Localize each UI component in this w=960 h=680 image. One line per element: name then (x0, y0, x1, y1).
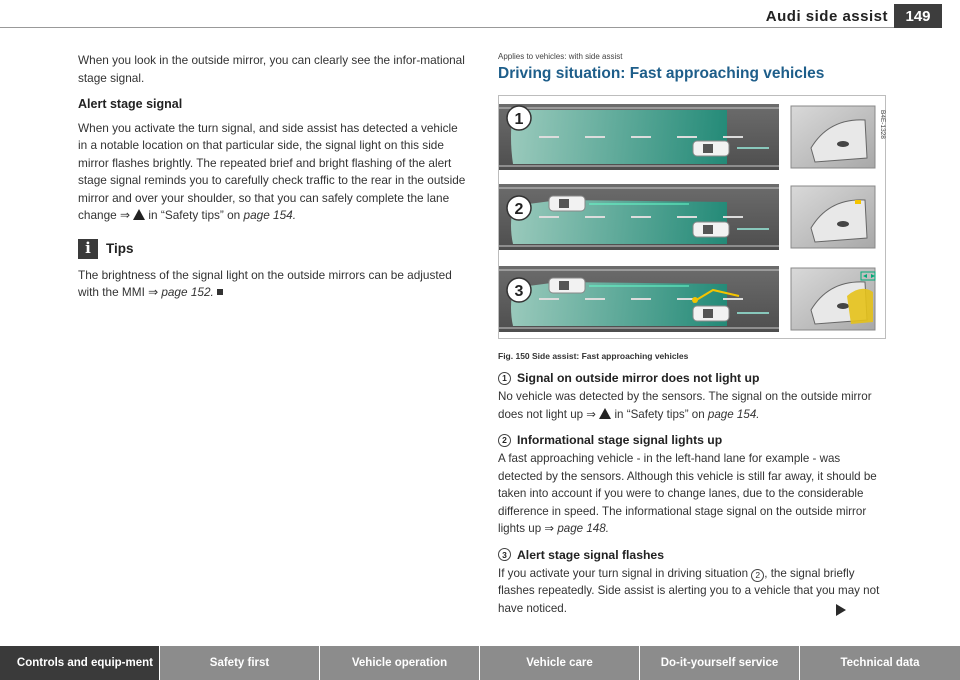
situation-number: 3 (498, 548, 511, 561)
page-number: 149 (894, 4, 942, 28)
figure-code: B4E-1328 (879, 110, 886, 139)
header-rule (0, 27, 902, 28)
page-ref-link[interactable]: page 154. (243, 208, 296, 222)
figure-caption: Fig. 150 Side assist: Fast approaching vehicles (498, 351, 689, 361)
scene-number-2: 2 (514, 201, 524, 218)
situation-number: 1 (498, 372, 511, 385)
tab-do-it-yourself-service[interactable]: Do-it-yourself service (640, 646, 800, 680)
page-header-title: Audi side assist (765, 8, 888, 25)
warning-triangle-icon (599, 408, 611, 419)
scene-number-1: 1 (514, 111, 524, 128)
applies-to-note: Applies to vehicles: with side assist (498, 52, 623, 61)
tab-vehicle-operation[interactable]: Vehicle operation (320, 646, 480, 680)
page-ref-link[interactable]: page 154. (707, 407, 760, 421)
left-column (78, 52, 466, 311)
paragraph-tips: The brightness of the signal light on the outside mirrors can be adjusted with the MMI ⇒ page 152. (78, 267, 452, 299)
tab-technical-data[interactable]: Technical data (800, 646, 960, 680)
scene-2 (499, 184, 875, 250)
warning-triangle-icon (133, 209, 145, 220)
situation-number: 2 (498, 434, 511, 447)
heading-situation-3: 3 Alert stage signal flashes (498, 548, 886, 562)
paragraph-alert-stage: When you activate the turn signal, and side assist has detected a vehicle in a notable location on that particular side, the signal light on this side mirror flashes brightly. The repeated brief and bright flashing of the alert stage signal reminds you to carefully check traffic to the rear in the outside mirror and over your shoulder, so that you can safely complete the lane change ⇒ in “Safety tips” on page 154. (78, 120, 466, 222)
page-ref-link[interactable]: page 148. (557, 522, 609, 535)
footer-nav (0, 646, 960, 680)
paragraph-informational: When you look in the outside mirror, you can clearly see the infor-mational stage signal. (78, 53, 465, 85)
heading-situation-2: 2 Informational stage signal lights up (498, 433, 886, 447)
page-ref-link[interactable]: page 152. (161, 285, 214, 299)
scene-number-3: 3 (514, 283, 524, 300)
heading-situation-1: 1 Signal on outside mirror does not light up (498, 371, 886, 385)
illustration-driving-situations (499, 96, 885, 338)
heading-alert-stage: Alert stage signal (78, 97, 183, 111)
scene-1 (499, 104, 886, 170)
tab-safety-first[interactable]: Safety first (160, 646, 320, 680)
scene-3 (499, 266, 875, 332)
tab-vehicle-care[interactable]: Vehicle care (480, 646, 640, 680)
continue-arrow-icon (836, 604, 846, 616)
tips-heading: i Tips (78, 239, 466, 259)
tab-controls-and-equipment[interactable]: Controls and equip-ment (0, 646, 160, 680)
section-title: Driving situation: Fast approaching vehicles (498, 65, 825, 82)
figure-side-assist (498, 95, 886, 339)
situation-number-inline: 2 (751, 569, 764, 582)
paragraph-situation-2: A fast approaching vehicle - in the left-hand lane for example - was detected by the sensors. Although this vehicle is still far away, it should be taken into account if you were to change lanes, due to the considerable difference in speed. The informational stage signal on the outside mirror lights up ⇒ page 148. (498, 452, 877, 535)
paragraph-situation-3: If you activate your turn signal in driving situation 2 , the signal briefly flashes repeatedly. Side assist is alerting you to a vehicle that you may not have noticed. (498, 566, 880, 615)
right-column (498, 52, 886, 617)
end-of-section-icon (217, 289, 223, 295)
paragraph-situation-1: No vehicle was detected by the sensors. The signal on the outside mirror does not light up ⇒ in “Safety tips” on page 154. (498, 390, 872, 421)
info-icon: i (78, 239, 98, 259)
